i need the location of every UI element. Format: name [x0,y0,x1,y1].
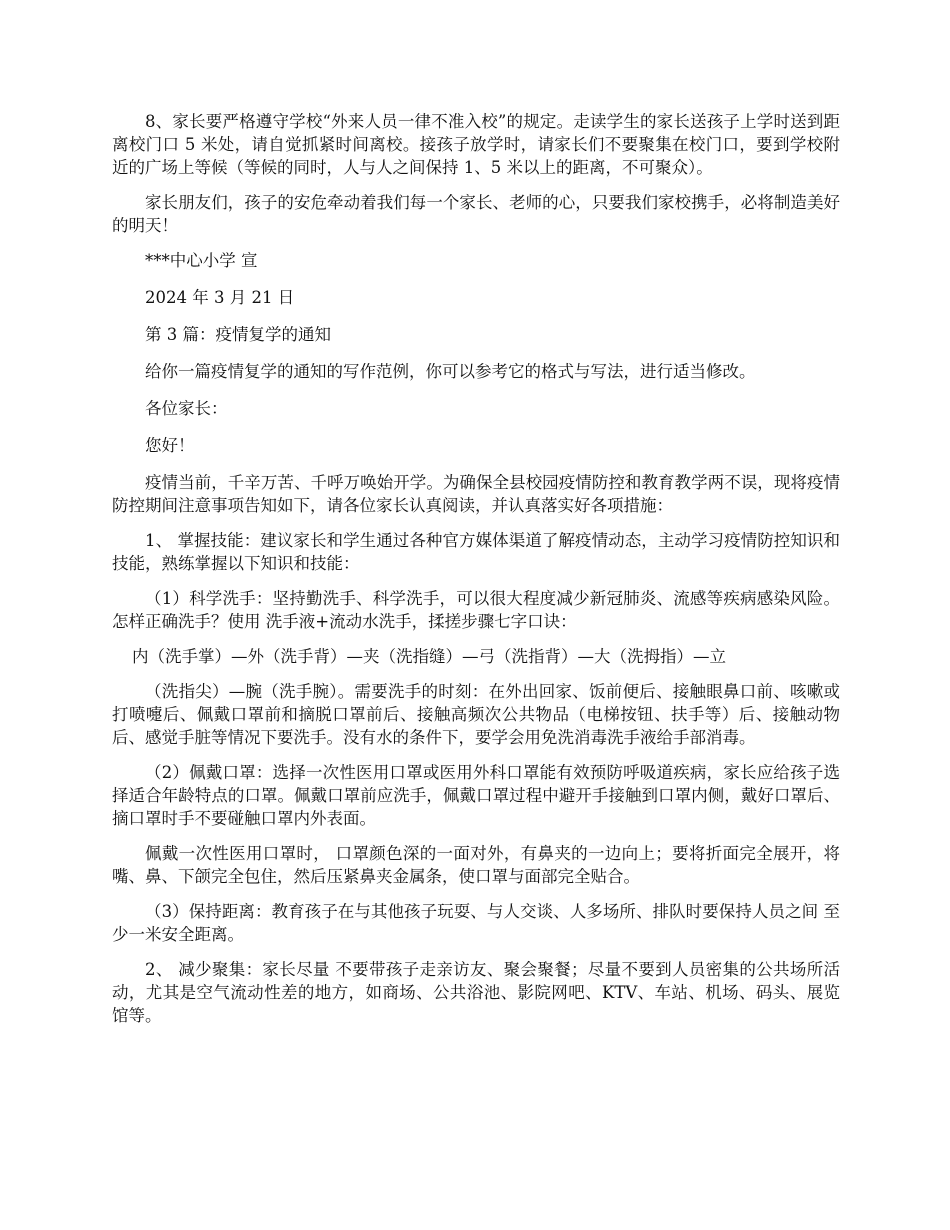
paragraph-greeting: 您好！ [145,436,195,455]
paragraph-handwashing: （1）科学洗手：坚持勤洗手、科学洗手，可以很大程度减少新冠肺炎、流感等疾病感染风险。怎样正确洗手？使用 洗手液+流动水洗手，揉搓步骤七字口诀： [112,589,840,631]
paragraph-item-2-reduce-gathering: 2、 减少聚集：家长尽量 不要带孩子走亲访友、聚会聚餐；尽量不要到人员密集的公共场所活动，尤其是空气流动性差的地方，如商场、公共浴池、影院网吧、KTV、车站、机场、码头、展览馆等。 [112,960,840,1025]
paragraph-handwashing-steps: 内（洗手掌）—外（洗手背）—夹（洗指缝）—弓（洗指背）—大（洗拇指）—立 [132,647,726,666]
paragraph-notice-intro: 疫情当前，千辛万苦、千呼万唤始开学。为确保全县校园疫情防控和教育教学两不误，现将疫情防控期间注意事项告知如下，请各位家长认真阅读，并认真落实好各项措施： [112,473,840,515]
paragraph-signature: ***中心小学 宣 [145,251,258,270]
paragraph-closing-message: 家长朋友们，孩子的安危牵动着我们每一个家长、老师的心，只要我们家校携手，必将制造美好的明天！ [112,193,840,235]
paragraph-date: 2024 年 3 月 21 日 [145,288,295,307]
paragraph-intro: 给你一篇疫情复学的通知的写作范例，你可以参考它的格式与写法，进行适当修改。 [145,362,756,381]
paragraph-section-title: 第 3 篇：疫情复学的通知 [145,325,331,344]
paragraph-wearing-masks: （2）佩戴口罩：选择一次性医用口罩或医用外科口罩能有效预防呼吸道疾病，家长应给孩子选择适合年龄特点的口罩。佩戴口罩前应洗手，佩戴口罩过程中避开手接触到口罩内侧，戴好口罩后、摘口罩时手不要碰触口罩内外表面。 [112,763,840,828]
paragraph-mask-instructions: 佩戴一次性医用口罩时， 口罩颜色深的一面对外，有鼻夹的一边向上；要将折面完全展开，将嘴、鼻、下颌完全包住，然后压紧鼻夹金属条，使口罩与面部完全贴合。 [112,844,840,886]
paragraph-item-1-skills: 1、 掌握技能：建议家长和学生通过各种官方媒体渠道了解疫情动态，主动学习疫情防控知识和技能，熟练掌握以下知识和技能： [112,531,840,573]
paragraph-salutation: 各位家长： [145,399,228,418]
paragraph-handwashing-times: （洗指尖）—腕（洗手腕）。需要洗手的时刻：在外出回家、饭前便后、接触眼鼻口前、咳嗽或打喷嚏后、佩戴口罩前和摘脱口罩前后、接触高频次公共物品（电梯按钮、扶手等）后、接触动物后、感觉手脏等情况下要洗手。没有水的条件下，要学会用免洗消毒洗手液给手部消毒。 [112,682,840,747]
paragraph-keep-distance: （3）保持距离：教育孩子在与其他孩子玩耍、与人交谈、人多场所、排队时要保持人员之间 至少一米安全距离。 [112,902,840,944]
paragraph-parent-rules: 8、家长要严格遵守学校“外来人员一律不准入校”的规定。走读学生的家长送孩子上学时送到距离校门口 5 米处，请自觉抓紧时间离校。接孩子放学时，请家长们不要聚集在校门口，要到学校附近的广场上等候（等候的同时，人与人之间保持 1、5 米以上的距离，不可聚众）。 [112,112,840,177]
document-body [112,110,840,1039]
